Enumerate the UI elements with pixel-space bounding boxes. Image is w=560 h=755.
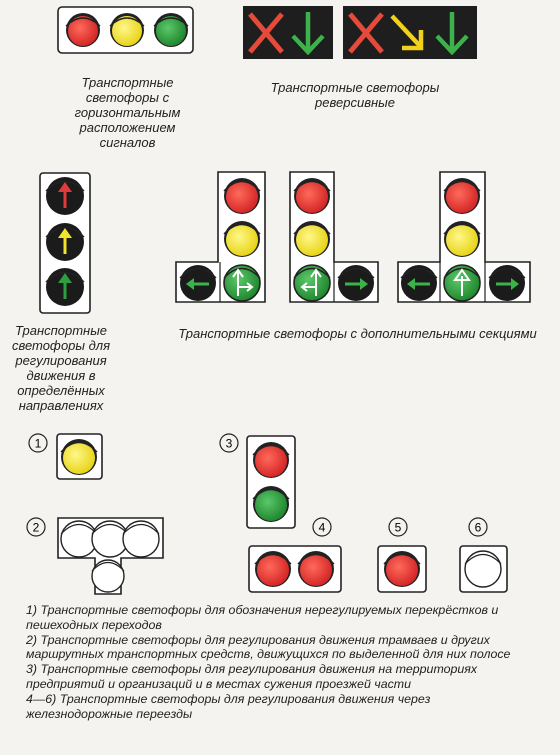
additional-section-light-b: [290, 172, 378, 302]
marker-2: 2: [32, 520, 40, 535]
yellow-lamp: [294, 221, 330, 257]
green-up-arrow-lamp: [46, 268, 84, 306]
marker-5: 5: [394, 520, 402, 535]
marker-1: 1: [34, 436, 42, 451]
additional-section-light-a: [176, 172, 265, 302]
caption-additional-sections: Транспортные светофоры с дополнительными секциями: [178, 326, 537, 341]
red-lamp: [294, 178, 330, 214]
marker-6: 6: [474, 520, 482, 535]
caption-directional: Транспортные светофоры для регулирования движения в определённых направлениях: [11, 323, 111, 413]
caption-reversible: Транспортные светофоры реверсивные: [270, 80, 440, 110]
light-6-single-white: [460, 546, 507, 592]
marker-3: 3: [225, 436, 233, 451]
light-5-single-red: [378, 546, 426, 592]
reversible-traffic-light-three-section: [343, 6, 477, 59]
green-left-arrow-lamp: [180, 265, 216, 301]
yellow-lamp: [110, 13, 144, 47]
light-2-tram-white: [58, 518, 163, 594]
notes-block: [26, 603, 536, 721]
green-right-arrow-lamp: [338, 265, 374, 301]
horizontal-traffic-light: [58, 7, 193, 53]
red-lamp: [66, 13, 100, 47]
directional-traffic-light: [40, 173, 90, 313]
red-lamp: [224, 178, 260, 214]
yellow-lamp: [224, 221, 260, 257]
green-up-arrow-lamp: [444, 265, 480, 301]
note-3: 3) Транспортные светофоры для регулирования движения на территориях предприятий и организаций и в местах сужения проезжей части: [26, 662, 478, 691]
red-lamp: [444, 178, 480, 214]
marker-4: 4: [318, 520, 326, 535]
caption-horizontal: Транспортные светофоры с горизонтальным расположением сигналов: [74, 75, 181, 150]
light-3-red-green: [247, 436, 295, 528]
additional-section-light-c: [398, 172, 530, 302]
reversible-traffic-light-two-section: [243, 6, 333, 59]
green-straight-right-lamp: [224, 265, 260, 301]
green-right-arrow-lamp: [489, 265, 525, 301]
light-4-two-red: [249, 546, 341, 592]
light-1-single-yellow: [57, 434, 102, 479]
yellow-lamp: [444, 221, 480, 257]
green-left-arrow-lamp: [401, 265, 437, 301]
green-straight-left-lamp: [294, 265, 330, 301]
note-1: 1) Транспортные светофоры для обозначения нерегулируемых перекрёстков и пешеходных переходов: [26, 603, 499, 632]
green-lamp: [154, 13, 188, 47]
yellow-up-arrow-lamp: [46, 223, 84, 261]
note-4: 4—6) Транспортные светофоры для регулирования движения через железнодорожные переезды: [26, 691, 431, 721]
red-up-arrow-lamp: [46, 177, 84, 215]
note-2: 2) Транспортные светофоры для регулирования движения трамваев и других маршрутных транспортных средств, движущихся по выделенной для них полосе: [26, 632, 511, 662]
